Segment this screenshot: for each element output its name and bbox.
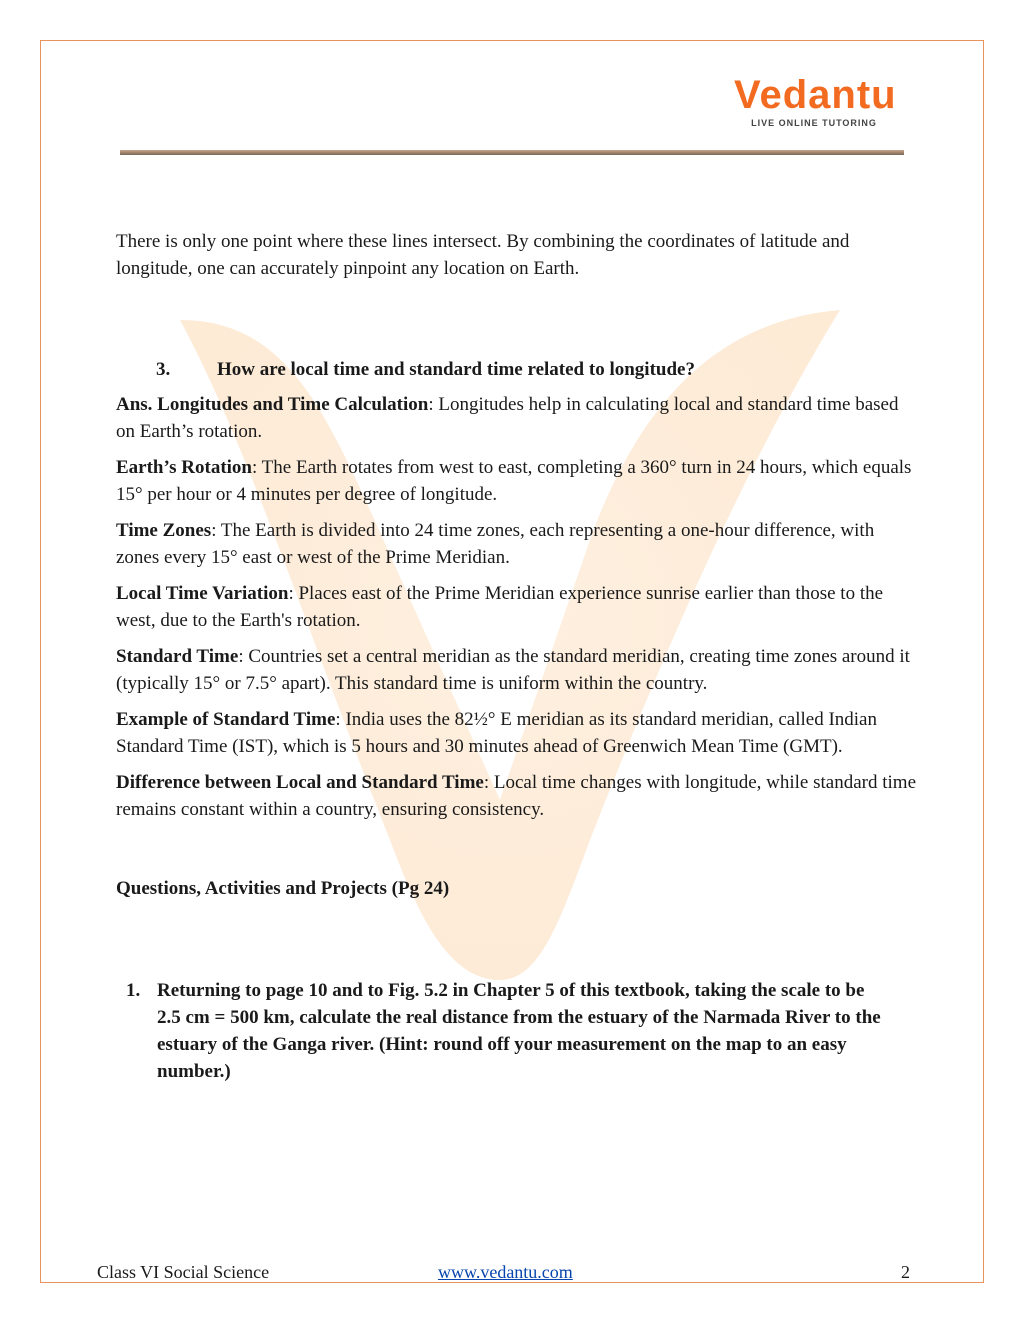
question-1-number: 1. <box>126 980 141 1001</box>
answer-item-body: : India uses the 82½° E meridian as its standard meridian, called Indian Standard Time (IST), which is 5 hours and 30 minutes ahead of Greenwich Mean Time (GMT). <box>116 709 877 757</box>
answer-item-title: Difference between Local and Standard Time <box>116 772 484 793</box>
answer-item-title: Local Time Variation <box>116 583 289 604</box>
header-divider <box>120 150 904 155</box>
footer-page-number: 2 <box>901 1262 910 1282</box>
answer-list <box>116 391 916 823</box>
question-3 <box>116 356 916 383</box>
logo-tagline: LIVE ONLINE TUTORING <box>751 118 877 128</box>
answer-item <box>116 517 916 571</box>
answer-item-body: : Countries set a central meridian as the standard meridian, creating time zones around it (typically 15° or 7.5° apart). This standard time is uniform within the country. <box>116 646 910 694</box>
answer-item <box>116 454 916 508</box>
answer-item-title: Ans. Longitudes and Time Calculation <box>116 394 429 415</box>
answer-item <box>116 706 916 760</box>
answer-item-title: Example of Standard Time <box>116 709 336 730</box>
answer-item <box>116 769 916 823</box>
vedantu-logo <box>734 72 897 128</box>
footer-subject: Class VI Social Science <box>97 1262 270 1282</box>
answer-item-title: Earth’s Rotation <box>116 457 252 478</box>
answer-item <box>116 643 916 697</box>
answer-item-title: Time Zones <box>116 520 212 541</box>
answer-item <box>116 391 916 445</box>
logo-brand: Vedantu <box>734 73 897 117</box>
question-3-text: How are local time and standard time related to longitude? <box>217 359 695 380</box>
answer-item-title: Standard Time <box>116 646 239 667</box>
answer-item-body: : Longitudes help in calculating local and standard time based on Earth’s rotation. <box>116 394 899 442</box>
page-content <box>116 228 916 1085</box>
answer-item-body: : The Earth rotates from west to east, completing a 360° turn in 24 hours, which equals 15° per hour or 4 minutes per degree of longitude. <box>116 457 912 505</box>
answer-item-body: : Local time changes with longitude, while standard time remains constant within a country, ensuring consistency. <box>116 772 916 820</box>
question-1 <box>116 977 916 1085</box>
intro-paragraph: There is only one point where these lines intersect. By combining the coordinates of latitude and longitude, one can accurately pinpoint any location on Earth. <box>116 231 850 279</box>
section-heading: Questions, Activities and Projects (Pg 24) <box>116 878 450 899</box>
answer-item <box>116 580 916 634</box>
footer-website-link[interactable]: www.vedantu.com <box>438 1262 573 1282</box>
answer-item-body: : The Earth is divided into 24 time zones, each representing a one-hour difference, with zones every 15° east or west of the Prime Meridian. <box>116 520 875 568</box>
question-3-number: 3. <box>156 359 171 380</box>
answer-item-body: : Places east of the Prime Meridian experience sunrise earlier than those to the west, due to the Earth's rotation. <box>116 583 884 631</box>
question-1-text: Returning to page 10 and to Fig. 5.2 in Chapter 5 of this textbook, taking the scale to be 2.5 cm = 500 km, calculate the real distance from the estuary of the Narmada River to the estuary of the Ganga river. (Hint: round off your measurement on the map to an easy number.) <box>157 980 881 1082</box>
